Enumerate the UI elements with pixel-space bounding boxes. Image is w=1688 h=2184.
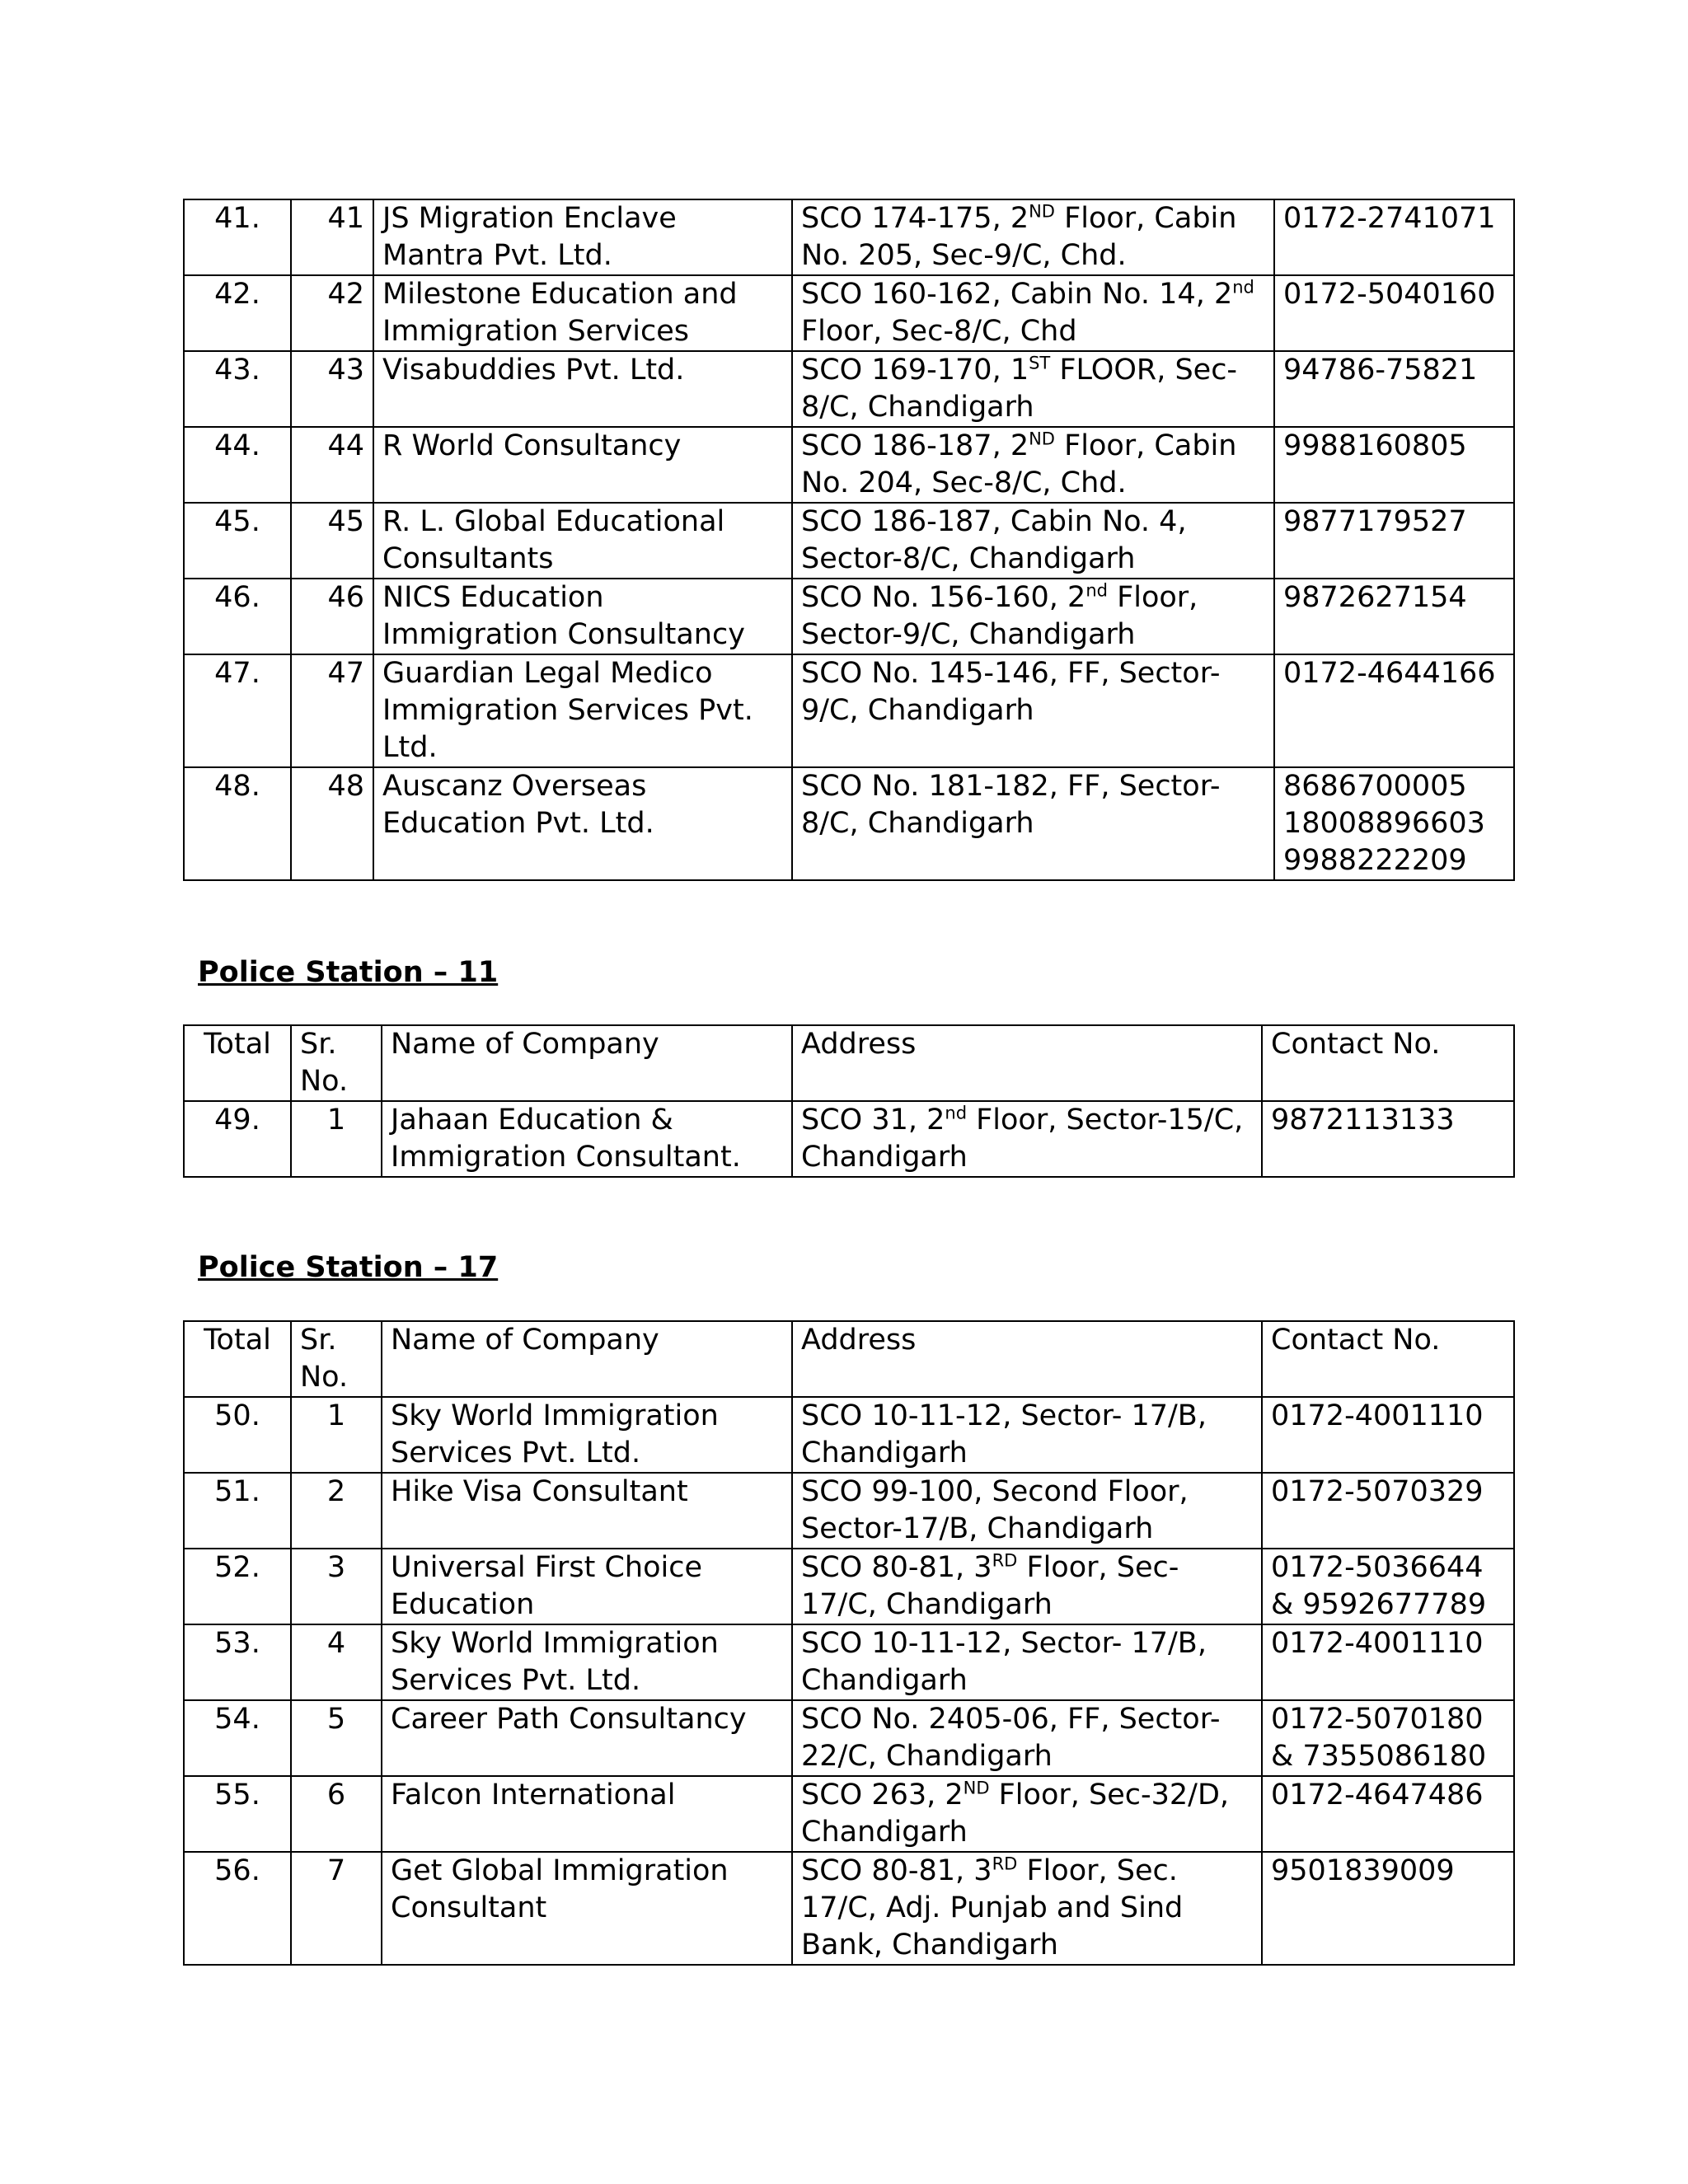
cell-total: 44. <box>184 427 291 503</box>
cell-total: 55. <box>184 1776 291 1852</box>
cell-address: SCO 31, 2nd Floor, Sector-15/C, Chandigarh <box>792 1101 1262 1177</box>
cell-contact: 0172-5040160 <box>1274 275 1514 351</box>
header-address: Address <box>792 1321 1262 1397</box>
cell-sr-no: 5 <box>291 1700 382 1776</box>
cell-sr-no: 45 <box>291 503 373 579</box>
cell-company-name: Auscanz Overseas Education Pvt. Ltd. <box>373 767 792 880</box>
header-total: Total <box>184 1321 291 1397</box>
cell-total: 54. <box>184 1700 291 1776</box>
table-body <box>184 199 1514 880</box>
cell-total: 53. <box>184 1624 291 1700</box>
cell-sr-no: 47 <box>291 654 373 767</box>
cell-address: SCO 174-175, 2ND Floor, Cabin No. 205, Sec-9/C, Chd. <box>792 199 1274 275</box>
cell-company-name: Falcon International <box>382 1776 792 1852</box>
cell-company-name: Get Global Immigration Consultant <box>382 1852 792 1965</box>
cell-total: 51. <box>184 1473 291 1549</box>
header-sr-no: Sr. No. <box>291 1321 382 1397</box>
table-row <box>184 275 1514 351</box>
cell-total: 47. <box>184 654 291 767</box>
table-row <box>184 1473 1514 1549</box>
table-row <box>184 1101 1514 1177</box>
cell-total: 50. <box>184 1397 291 1473</box>
header-company-name: Name of Company <box>382 1025 792 1101</box>
cell-company-name: JS Migration Enclave Mantra Pvt. Ltd. <box>373 199 792 275</box>
cell-company-name: Universal First Choice Education <box>382 1549 792 1624</box>
cell-address: SCO 186-187, Cabin No. 4, Sector-8/C, Chandigarh <box>792 503 1274 579</box>
cell-company-name: Hike Visa Consultant <box>382 1473 792 1549</box>
cell-company-name: R. L. Global Educational Consultants <box>373 503 792 579</box>
section-heading-ps-11: Police Station – 11 <box>198 956 499 989</box>
cell-sr-no: 44 <box>291 427 373 503</box>
header-company-name: Name of Company <box>382 1321 792 1397</box>
cell-company-name: Career Path Consultancy <box>382 1700 792 1776</box>
table-row <box>184 767 1514 880</box>
cell-company-name: Guardian Legal Medico Immigration Services Pvt. Ltd. <box>373 654 792 767</box>
table-row <box>184 1776 1514 1852</box>
cell-total: 45. <box>184 503 291 579</box>
table-header-row <box>184 1321 1514 1397</box>
cell-address: SCO 169-170, 1ST FLOOR, Sec-8/C, Chandigarh <box>792 351 1274 427</box>
cell-contact: 9988160805 <box>1274 427 1514 503</box>
cell-contact: 94786-75821 <box>1274 351 1514 427</box>
cell-total: 46. <box>184 579 291 654</box>
cell-total: 43. <box>184 351 291 427</box>
cell-contact: 0172-4001110 <box>1262 1624 1514 1700</box>
table-row <box>184 199 1514 275</box>
cell-address: SCO 80-81, 3RD Floor, Sec. 17/C, Adj. Punjab and Sind Bank, Chandigarh <box>792 1852 1262 1965</box>
cell-total: 41. <box>184 199 291 275</box>
cell-address: SCO No. 2405-06, FF, Sector-22/C, Chandigarh <box>792 1700 1262 1776</box>
header-total: Total <box>184 1025 291 1101</box>
table-row <box>184 1852 1514 1965</box>
cell-address: SCO 99-100, Second Floor, Sector-17/B, Chandigarh <box>792 1473 1262 1549</box>
table-row <box>184 579 1514 654</box>
cell-sr-no: 46 <box>291 579 373 654</box>
header-contact: Contact No. <box>1262 1321 1514 1397</box>
cell-sr-no: 3 <box>291 1549 382 1624</box>
cell-address: SCO No. 145-146, FF, Sector-9/C, Chandigarh <box>792 654 1274 767</box>
cell-contact: 0172-5070329 <box>1262 1473 1514 1549</box>
cell-contact: 0172-4001110 <box>1262 1397 1514 1473</box>
cell-company-name: R World Consultancy <box>373 427 792 503</box>
cell-company-name: Jahaan Education & Immigration Consultant. <box>382 1101 792 1177</box>
cell-contact: 0172-2741071 <box>1274 199 1514 275</box>
table-row <box>184 1549 1514 1624</box>
companies-table-ps-11 <box>183 1024 1515 1178</box>
cell-sr-no: 41 <box>291 199 373 275</box>
cell-sr-no: 48 <box>291 767 373 880</box>
cell-address: SCO 10-11-12, Sector- 17/B, Chandigarh <box>792 1624 1262 1700</box>
cell-company-name: Sky World Immigration Services Pvt. Ltd. <box>382 1624 792 1700</box>
cell-sr-no: 1 <box>291 1397 382 1473</box>
header-address: Address <box>792 1025 1262 1101</box>
companies-table-ps-17 <box>183 1320 1515 1966</box>
cell-sr-no: 2 <box>291 1473 382 1549</box>
table-row <box>184 1624 1514 1700</box>
cell-company-name: Visabuddies Pvt. Ltd. <box>373 351 792 427</box>
table-row <box>184 1397 1514 1473</box>
cell-contact: 0172-4644166 <box>1274 654 1514 767</box>
section-heading-ps-17: Police Station – 17 <box>198 1251 499 1284</box>
cell-total: 48. <box>184 767 291 880</box>
companies-table-continued <box>183 199 1515 881</box>
cell-address: SCO No. 181-182, FF, Sector-8/C, Chandigarh <box>792 767 1274 880</box>
cell-address: SCO 160-162, Cabin No. 14, 2nd Floor, Sec-8/C, Chd <box>792 275 1274 351</box>
cell-company-name: NICS Education Immigration Consultancy <box>373 579 792 654</box>
table-row <box>184 427 1514 503</box>
cell-total: 42. <box>184 275 291 351</box>
cell-sr-no: 4 <box>291 1624 382 1700</box>
cell-sr-no: 1 <box>291 1101 382 1177</box>
cell-contact: 9501839009 <box>1262 1852 1514 1965</box>
cell-company-name: Milestone Education and Immigration Services <box>373 275 792 351</box>
cell-sr-no: 43 <box>291 351 373 427</box>
cell-address: SCO 10-11-12, Sector- 17/B, Chandigarh <box>792 1397 1262 1473</box>
cell-company-name: Sky World Immigration Services Pvt. Ltd. <box>382 1397 792 1473</box>
table-header-row <box>184 1025 1514 1101</box>
table-row <box>184 503 1514 579</box>
cell-sr-no: 6 <box>291 1776 382 1852</box>
header-sr-no: Sr. No. <box>291 1025 382 1101</box>
cell-sr-no: 42 <box>291 275 373 351</box>
cell-address: SCO 263, 2ND Floor, Sec-32/D, Chandigarh <box>792 1776 1262 1852</box>
cell-contact: 0172-5036644 & 9592677789 <box>1262 1549 1514 1624</box>
cell-address: SCO 186-187, 2ND Floor, Cabin No. 204, Sec-8/C, Chd. <box>792 427 1274 503</box>
cell-total: 49. <box>184 1101 291 1177</box>
cell-address: SCO 80-81, 3RD Floor, Sec-17/C, Chandigarh <box>792 1549 1262 1624</box>
cell-contact: 9877179527 <box>1274 503 1514 579</box>
table-body <box>184 1397 1514 1965</box>
cell-total: 56. <box>184 1852 291 1965</box>
cell-contact: 8686700005 18008896603 9988222209 <box>1274 767 1514 880</box>
table-body <box>184 1101 1514 1177</box>
cell-contact: 0172-4647486 <box>1262 1776 1514 1852</box>
cell-contact: 0172-5070180 & 7355086180 <box>1262 1700 1514 1776</box>
table-row <box>184 654 1514 767</box>
cell-sr-no: 7 <box>291 1852 382 1965</box>
cell-contact: 9872627154 <box>1274 579 1514 654</box>
cell-total: 52. <box>184 1549 291 1624</box>
cell-contact: 9872113133 <box>1262 1101 1514 1177</box>
header-contact: Contact No. <box>1262 1025 1514 1101</box>
table-row <box>184 351 1514 427</box>
cell-address: SCO No. 156-160, 2nd Floor, Sector-9/C, Chandigarh <box>792 579 1274 654</box>
table-row <box>184 1700 1514 1776</box>
